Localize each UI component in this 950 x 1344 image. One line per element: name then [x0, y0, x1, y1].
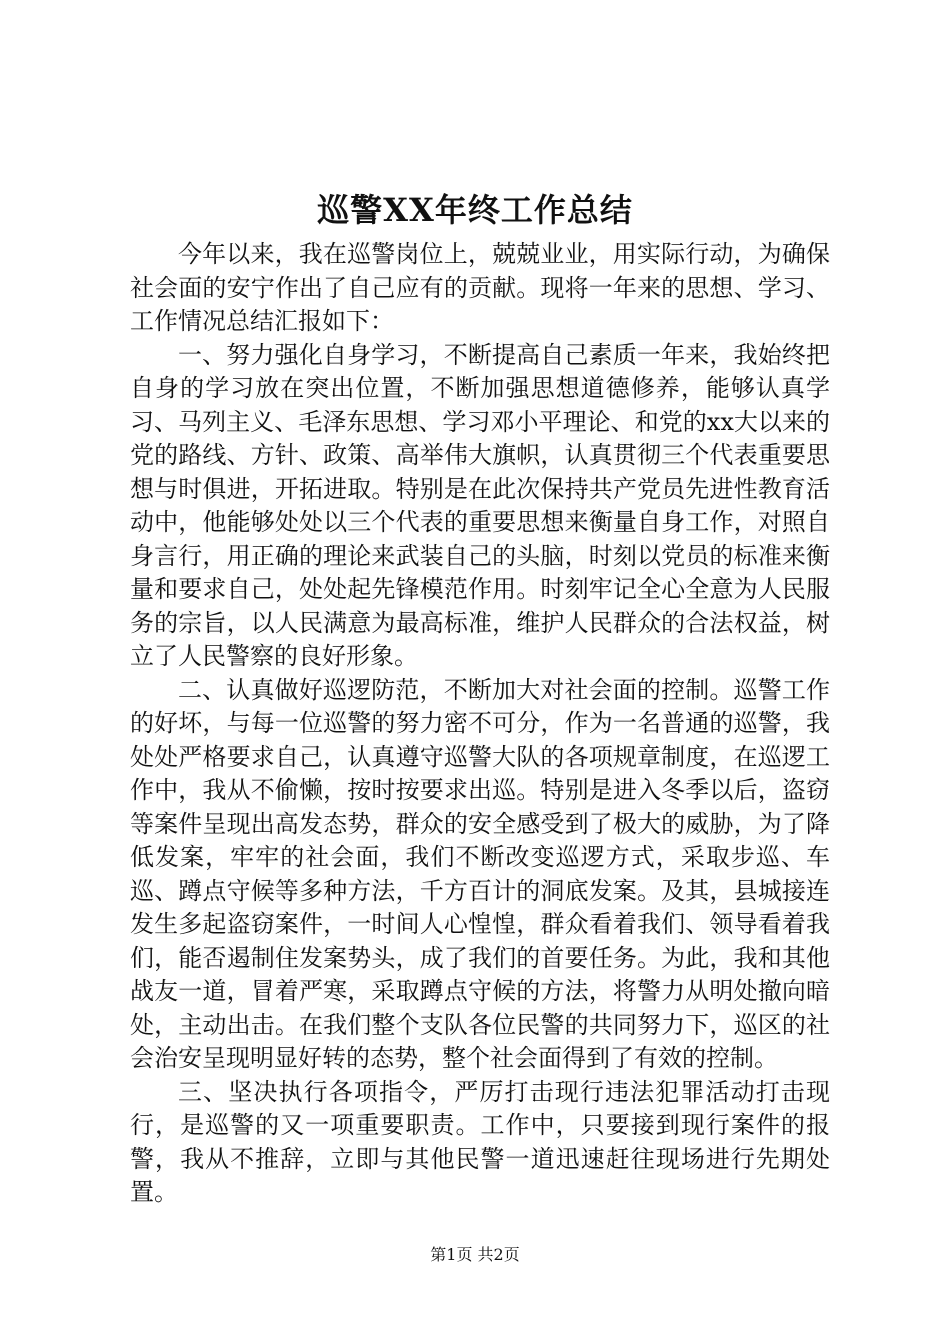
paragraph-intro: 今年以来，我在巡警岗位上，兢兢业业，用实际行动，为确保社会面的安宁作出了自己应有的贡献。现将一年来的思想、学习、工作情况总结汇报如下：: [130, 240, 830, 335]
document-body: [130, 238, 830, 1210]
page-footer: 第1页 共2页: [430, 1245, 520, 1264]
paragraph-section-1: 一、努力强化自身学习，不断提高自己素质一年来，我始终把自身的学习放在突出位置，不断加强思想道德修养，能够认真学习、马列主义、毛泽东思想、学习邓小平理论、和党的xx大以来的党的路线、方针、政策、高举伟大旗帜，认真贯彻三个代表重要思想与时俱进，开拓进取。特别是在此次保持共产党员先进性教育活动中，他能够处处以三个代表的重要思想来衡量自身工作，对照自身言行，用正确的理论来武装自己的头脑，时刻以党员的标准来衡量和要求自己，处处起先锋模范作用。时刻牢记全心全意为人民服务的宗旨，以人民满意为最高标准，维护人民群众的合法权益，树立了人民警察的良好形象。: [130, 340, 830, 670]
paragraph-section-3: 三、坚决执行各项指令，严厉打击现行违法犯罪活动打击现行，是巡警的又一项重要职责。工作中，只要接到现行案件的报警，我从不推辞，立即与其他民警一道迅速赶往现场进行先期处置。: [130, 1077, 830, 1206]
document-title: 巡警XX年终工作总结: [317, 191, 633, 229]
paragraph-section-2: 二、认真做好巡逻防范，不断加大对社会面的控制。巡警工作的好坏，与每一位巡警的努力密不可分，作为一名普通的巡警，我处处严格要求自己，认真遵守巡警大队的各项规章制度，在巡逻工作中，我从不偷懒，按时按要求出巡。特别是进入冬季以后，盗窃等案件呈现出高发态势，群众的安全感受到了极大的威胁，为了降低发案，牢牢的社会面，我们不断改变巡逻方式，采取步巡、车巡、蹲点守候等多种方法，千方百计的洞底发案。及其，县城接连发生多起盗窃案件，一时间人心惶惶，群众看着我们、领导看着我们，能否遏制住发案势头，成了我们的首要任务。为此，我和其他战友一道，冒着严寒，采取蹲点守候的方法，将警力从明处撤向暗处，主动出击。在我们整个支队各位民警的共同努力下，巡区的社会治安呈现明显好转的态势，整个社会面得到了有效的控制。: [130, 675, 830, 1072]
